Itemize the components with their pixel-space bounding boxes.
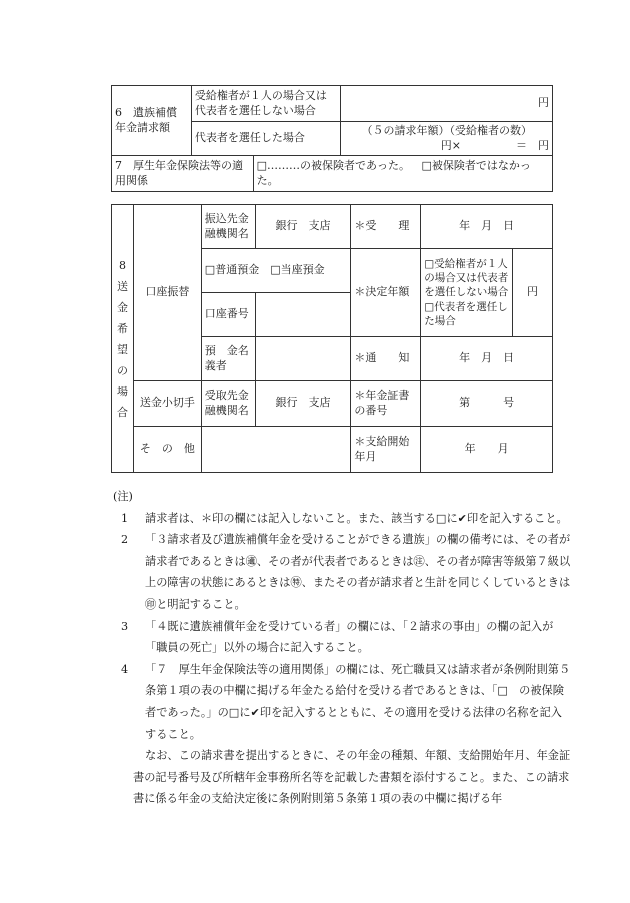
account-holder-field[interactable]	[255, 337, 351, 381]
note-item: 3 「４既に遺族補償年金を受けている者」の欄には、「２請求の事由」の欄の記入が「職員の死亡」以外の場合に記入すること。	[121, 619, 554, 655]
account-number-label: 口座番号	[201, 293, 255, 337]
account-holder-label: 預 金名義者	[201, 337, 255, 381]
notice-date-field[interactable]: 年 月 日	[421, 337, 553, 381]
start-month-label: ＊支給開始年月	[351, 427, 421, 473]
bank-branch-field[interactable]: 銀行 支店	[255, 205, 351, 249]
receipt-date-field[interactable]: 年 月 日	[421, 205, 553, 249]
insured-checkbox-option[interactable]: □………の被保険者であった。	[256, 158, 410, 172]
note-item: 2 「３請求者及び遺族補償年金を受けることができる遺族」の欄の備考には、その者が請求者であるときは㊜、その者が代表者であるときは㊟、その者が障害等級第７級以上の障害の状態にあるときは㊕、またその者が請求者と生計を同じくしているときは㊞と明記すること。	[121, 533, 571, 611]
claim-amount-table	[111, 85, 553, 192]
account-type-options[interactable]: □普通預金 □当座預金	[201, 249, 351, 293]
notice-label: ＊通 知	[351, 337, 421, 381]
certificate-number-label: ＊年金証書の番号	[351, 381, 421, 427]
section6-heading: 6 遺族補償年金請求額	[112, 86, 192, 156]
not-insured-checkbox-option[interactable]: □被保険者ではなかった。	[256, 158, 531, 187]
section7-heading: 7 厚生年金保険法等の適用関係	[112, 156, 254, 192]
certificate-number-field[interactable]: 第 号	[421, 381, 553, 427]
decision-amount-unit[interactable]: 円	[513, 249, 553, 337]
notes-paragraph: なお、この請求書を提出するときに、その年金の種類、年額、支給開始年月、年金証書の記号番号及び所轄年金事務所名等を記載した書類を添付すること。また、この請求書に係る年金の支給決定後に条例附則第５条第１項の表の中欄に掲げる年	[133, 749, 571, 806]
formula-header: （５の請求年額）（受給権者の数）	[361, 123, 532, 137]
other-label: そ の 他	[133, 427, 201, 473]
note-item: 4 「７ 厚生年金保険法等の適用関係」の欄には、死亡職員又は請求者が条例附則第５条第１項の表の中欄に掲げる年金たる給付を受ける者であるときは、「□ の被保険者であった。」の□に✔印を記入するとともに、その適用を受ける法律の名称を記入すること。	[121, 662, 571, 741]
single-claimant-amount-field[interactable]: 円	[341, 86, 553, 122]
start-month-field[interactable]: 年 月	[421, 427, 553, 473]
notes-section	[113, 486, 573, 810]
bank-transfer-label: 口座振替	[133, 205, 201, 381]
remit-side-label: 8 送 金 希 望 の 場 合	[112, 205, 134, 473]
remittance-table	[111, 204, 553, 473]
account-number-field[interactable]	[255, 293, 351, 337]
recv-bank-label: 受取先金融機関名	[201, 381, 255, 427]
recv-branch-field[interactable]: 銀行 支店	[255, 381, 351, 427]
note-item: 1 請求者は、＊印の欄には記入しないこと。また、該当する□に✔印を記入すること。	[121, 511, 568, 525]
notes-heading: (注)	[113, 490, 133, 503]
other-field[interactable]	[201, 427, 351, 473]
bank-name-label: 振込先金融機関名	[201, 205, 255, 249]
section7-options	[253, 156, 552, 192]
representative-amount-field[interactable]	[341, 122, 553, 156]
decision-amount-label: ＊決定年額	[351, 249, 421, 337]
representative-label: 代表者を選任した場合	[191, 122, 341, 156]
decision-options[interactable]: □受給権者が１人の場合又は代表者を選任しない場合□代表者を選任した場合	[421, 249, 513, 337]
check-remit-label: 送金小切手	[133, 381, 201, 427]
receipt-label: ＊受 理	[351, 205, 421, 249]
single-claimant-label: 受給権者が１人の場合又は代表者を選任しない場合	[191, 86, 341, 122]
formula-line: 円× ＝ 円	[440, 138, 549, 152]
